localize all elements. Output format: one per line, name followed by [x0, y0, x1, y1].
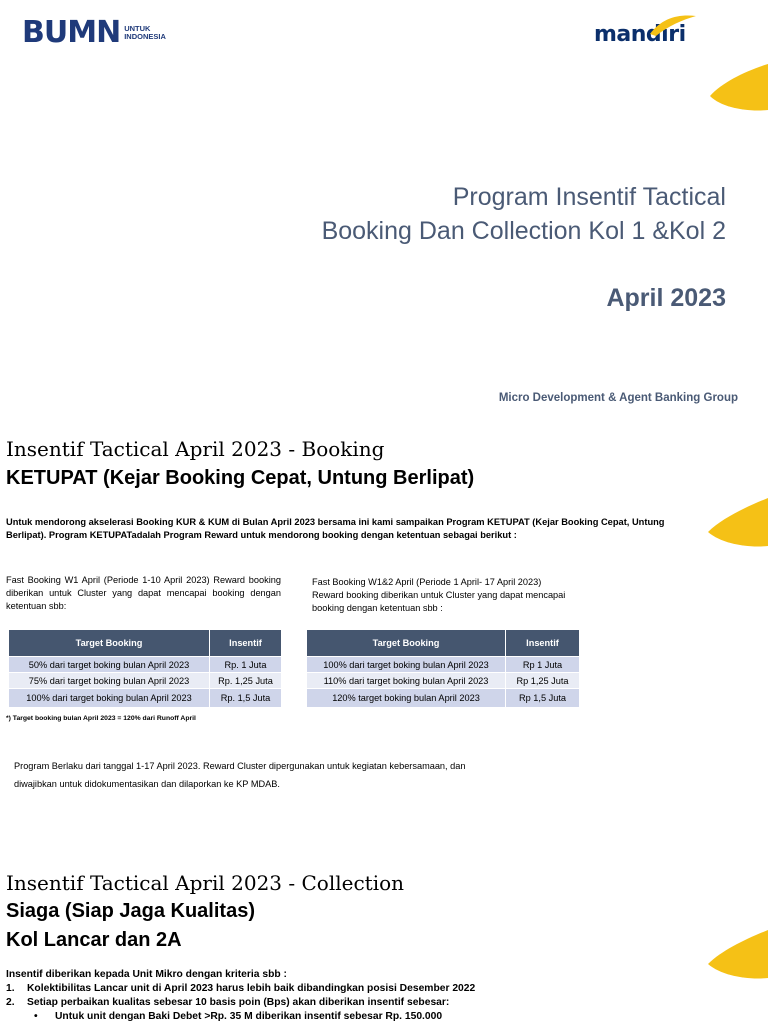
mandiri-logo [594, 22, 686, 47]
table-cell: 100% dari target boking bulan April 2023 [307, 657, 506, 673]
table-row [9, 689, 282, 708]
right-desc-line1: Fast Booking W1&2 April (Periode 1 April- 17 April 2023) [312, 577, 542, 587]
mandiri-swoosh-icon [648, 14, 698, 36]
bumn-logo-text: BUMN [22, 15, 121, 50]
mandiri-logo-text: mandiri [594, 22, 686, 47]
list-subitem [6, 1010, 746, 1024]
table-row [9, 673, 282, 689]
list-text: Setiap perbaikan kualitas sebesar 10 basis poin (Bps) akan diberikan insentif sebesar: [27, 997, 450, 1008]
slide-booking [0, 420, 768, 860]
table-header-row [9, 630, 282, 657]
cover-group: Micro Development & Agent Banking Group [498, 392, 738, 404]
collection-subheading-kol: Kol Lancar dan 2A [6, 929, 182, 951]
booking-heading: Insentif Tactical April 2023 - Booking [6, 437, 385, 461]
table-header-insentif: Insentif [506, 630, 580, 657]
cover-title [322, 180, 726, 248]
table-cell: Rp. 1 Juta [210, 657, 282, 673]
booking-subheading: KETUPAT (Kejar Booking Cepat, Untung Berlipat) [6, 467, 475, 489]
table-cell: 75% dari target boking bulan April 2023 [9, 673, 210, 689]
slide-collection [0, 860, 768, 1024]
list-text: Kolektibilitas Lancar unit di April 2023 harus lebih baik dibandingkan posisi Desember 2022 [27, 983, 476, 994]
left-incentive-table [8, 629, 282, 708]
list-number: 2. [6, 997, 15, 1008]
table-cell: Rp. 1,25 Juta [210, 673, 282, 689]
table-header-insentif: Insentif [210, 630, 282, 657]
bumn-logo-subtitle [124, 25, 166, 41]
cover-title-line2: Booking Dan Collection Kol 1 &Kol 2 [321, 217, 726, 245]
booking-note-line2: diwajibkan untuk didokumentasikan dan dilaporkan ke KP MDAB. [14, 779, 280, 789]
slide-cover [0, 0, 768, 420]
list-number: 1. [6, 983, 15, 994]
table-cell: Rp 1,5 Juta [506, 689, 580, 708]
right-desc-line2: Reward booking diberikan untuk Cluster yang dapat mencapai [312, 590, 566, 600]
list-text: Untuk unit dengan Baki Debet >Rp. 35 M diberikan insentif sebesar Rp. 150.000 [55, 1011, 443, 1022]
left-program-desc: Fast Booking W1 April (Periode 1-10 April 2023) Reward booking diberikan untuk Cluster yang dapat mencapai booking dengan ketentuan sbb: [6, 575, 281, 611]
table-cell: 100% dari target boking bulan April 2023 [9, 689, 210, 708]
table-row [307, 673, 580, 689]
table-cell: 50% dari target boking bulan April 2023 [9, 657, 210, 673]
table-header-row [307, 630, 580, 657]
gold-wave-icon [708, 64, 768, 114]
bumn-logo [22, 15, 166, 50]
booking-note [14, 757, 574, 793]
booking-footnote: *) Target booking bulan April 2023 = 120% dari Runoff April [6, 715, 196, 722]
right-incentive-table [306, 629, 580, 708]
cover-title-line1: Program Insentif Tactical [452, 183, 726, 211]
booking-intro: Untuk mendorong akselerasi Booking KUR & KUM di Bulan April 2023 bersama ini kami sampaikan Program KETUPAT (Kejar Booking Cepat, Untung Berlipat). Program KETUPATadalah Program Reward untuk mendorong booking dengan ketentuan sebagai berikut : [6, 517, 665, 540]
table-header-target: Target Booking [9, 630, 210, 657]
cover-date: April 2023 [606, 284, 726, 312]
booking-note-line1: Program Berlaku dari tanggal 1-17 April 2023. Reward Cluster dipergunakan untuk kegiatan kebersamaan, dan [14, 761, 466, 771]
right-program-desc [312, 576, 612, 615]
table-cell: Rp 1,25 Juta [506, 673, 580, 689]
collection-subheading: Siaga (Siap Jaga Kualitas) [6, 900, 255, 922]
table-cell: Rp 1 Juta [506, 657, 580, 673]
table-cell: 120% target boking bulan April 2023 [307, 689, 506, 708]
list-item [6, 982, 746, 996]
table-header-target: Target Booking [307, 630, 506, 657]
bumn-sub-line1: UNTUK [124, 24, 151, 33]
bumn-sub-line2: INDONESIA [124, 32, 166, 41]
table-cell: 110% dari target boking bulan April 2023 [307, 673, 506, 689]
table-cell: Rp. 1,5 Juta [210, 689, 282, 708]
table-row [9, 657, 282, 673]
table-row [307, 657, 580, 673]
collection-heading: Insentif Tactical April 2023 - Collection [6, 871, 405, 895]
table-row [307, 689, 580, 708]
right-desc-line3: booking dengan ketentuan sbb : [312, 603, 443, 613]
collection-criteria [6, 968, 746, 1024]
list-item [6, 996, 746, 1010]
gold-wave-icon [706, 498, 768, 550]
bullet-icon: • [34, 1011, 38, 1022]
criteria-intro: Insentif diberikan kepada Unit Mikro dengan kriteria sbb : [6, 969, 287, 980]
